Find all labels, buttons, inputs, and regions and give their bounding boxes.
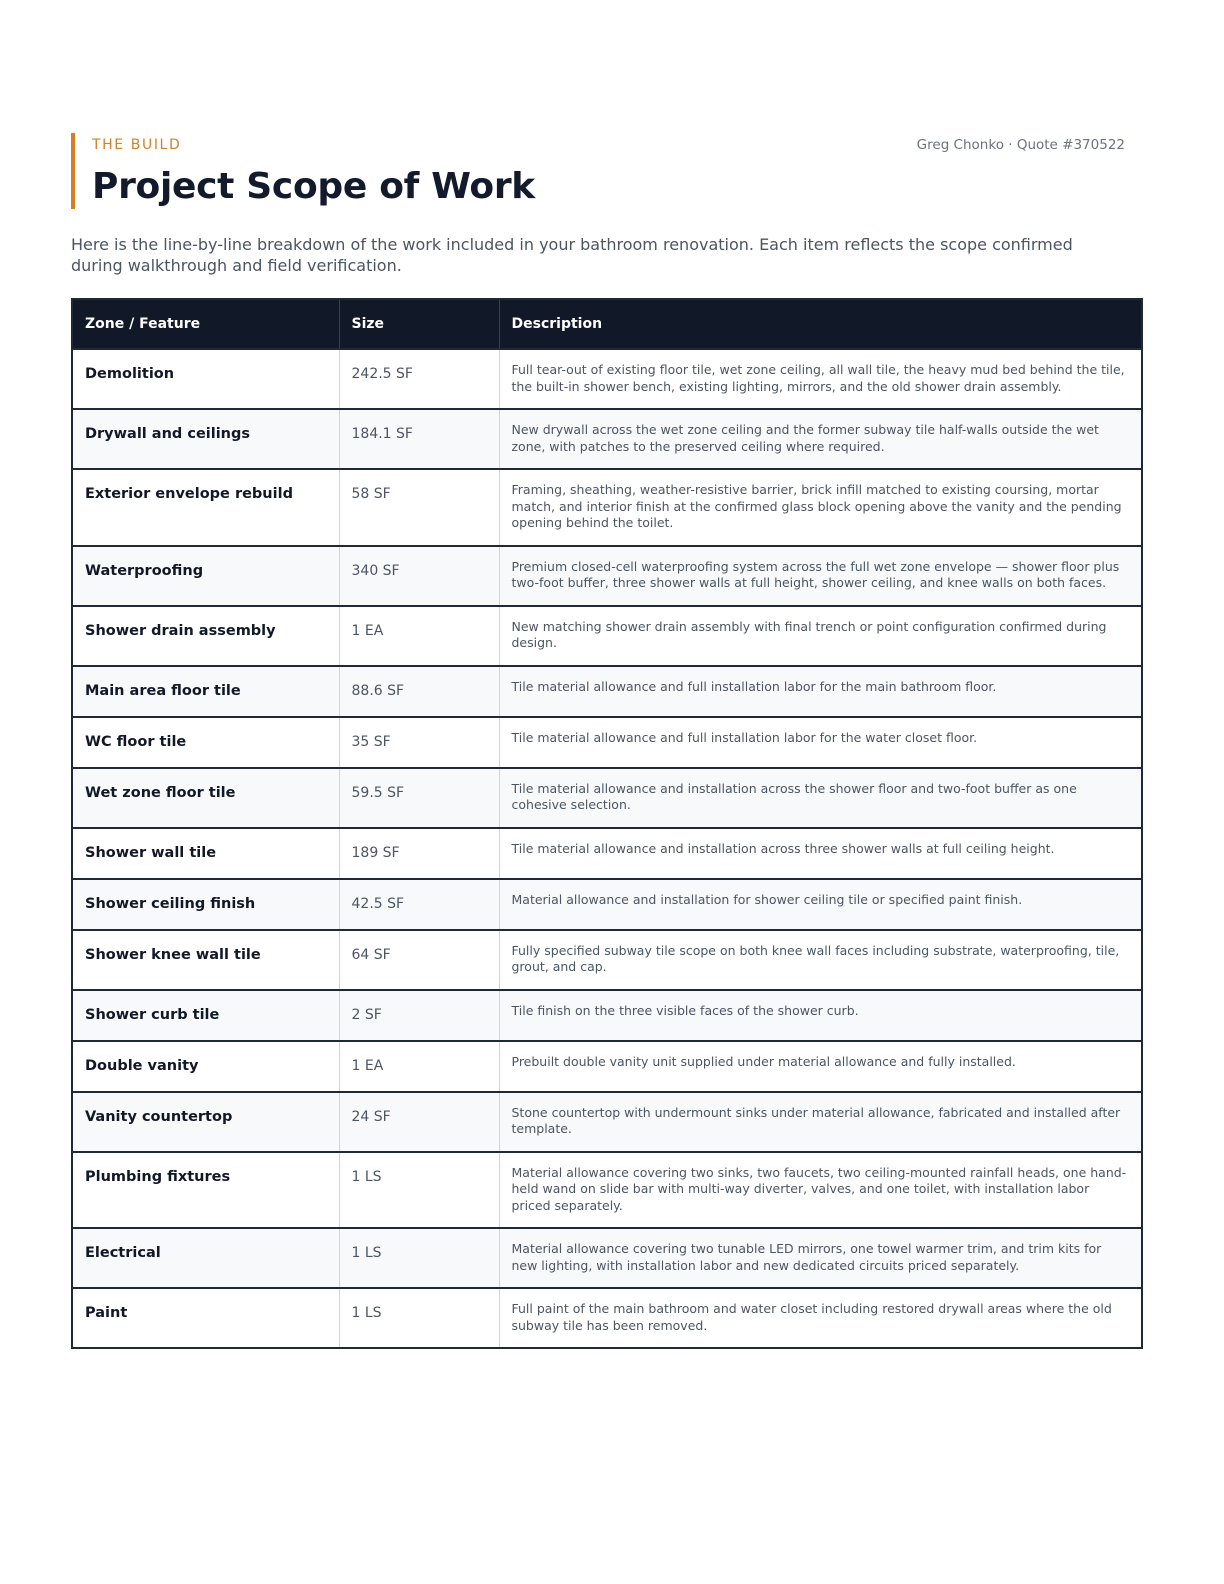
section-eyebrow: THE BUILD: [92, 137, 182, 153]
row-description: New drywall across the wet zone ceiling and the former subway tile half-walls outside the wet zone, with patches to the preserved ceiling where required.: [499, 409, 1142, 469]
page-header: [71, 133, 1141, 209]
table-row: [72, 546, 1142, 606]
row-description: Tile material allowance and installation across the shower floor and two-foot buffer as one cohesive selection.: [499, 768, 1142, 828]
table-row: [72, 768, 1142, 828]
row-size: 2 SF: [339, 990, 499, 1041]
row-size: 64 SF: [339, 930, 499, 990]
table-row: [72, 879, 1142, 930]
row-zone: Vanity countertop: [72, 1092, 339, 1152]
row-description: Framing, sheathing, weather-resistive barrier, brick infill matched to existing coursing, mortar match, and interior finish at the confirmed glass block opening above the vanity and the pending opening behind the toilet.: [499, 469, 1142, 546]
table-header-row: [72, 299, 1142, 349]
row-zone: Demolition: [72, 349, 339, 409]
row-zone: Waterproofing: [72, 546, 339, 606]
column-header-description: Description: [499, 299, 1142, 349]
table-row: [72, 1288, 1142, 1348]
row-size: 88.6 SF: [339, 666, 499, 717]
intro-paragraph: Here is the line-by-line breakdown of the work included in your bathroom renovation. Each item reflects the scope confirmed during walkthrough and field verification.: [71, 235, 1073, 275]
row-size: 340 SF: [339, 546, 499, 606]
row-size: 1 LS: [339, 1288, 499, 1348]
row-zone: Drywall and ceilings: [72, 409, 339, 469]
row-zone: WC floor tile: [72, 717, 339, 768]
column-header-size: Size: [339, 299, 499, 349]
table-row: [72, 349, 1142, 409]
table-row: [72, 409, 1142, 469]
header-accent-bar: [71, 133, 75, 209]
row-zone: Wet zone floor tile: [72, 768, 339, 828]
row-description: Tile material allowance and full installation labor for the water closet floor.: [499, 717, 1142, 768]
row-size: 189 SF: [339, 828, 499, 879]
row-description: Tile finish on the three visible faces of the shower curb.: [499, 990, 1142, 1041]
row-zone: Double vanity: [72, 1041, 339, 1092]
scope-table: [71, 298, 1143, 1349]
row-description: Material allowance covering two tunable LED mirrors, one towel warmer trim, and trim kits for new lighting, with installation labor and new dedicated circuits priced separately.: [499, 1228, 1142, 1288]
table-body: [72, 349, 1142, 1348]
row-size: 42.5 SF: [339, 879, 499, 930]
row-size: 24 SF: [339, 1092, 499, 1152]
row-description: Tile material allowance and full installation labor for the main bathroom floor.: [499, 666, 1142, 717]
row-size: 1 EA: [339, 606, 499, 666]
table-row: [72, 469, 1142, 546]
table-row: [72, 930, 1142, 990]
row-zone: Shower ceiling finish: [72, 879, 339, 930]
row-description: Premium closed-cell waterproofing system across the full wet zone envelope — shower floor plus two-foot buffer, three shower walls at full height, shower ceiling, and knee walls on both faces.: [499, 546, 1142, 606]
row-size: 1 LS: [339, 1152, 499, 1229]
row-size: 1 LS: [339, 1228, 499, 1288]
row-description: Stone countertop with undermount sinks under material allowance, fabricated and installed after template.: [499, 1092, 1142, 1152]
row-zone: Shower knee wall tile: [72, 930, 339, 990]
table-row: [72, 990, 1142, 1041]
row-description: Full paint of the main bathroom and water closet including restored drywall areas where the old subway tile has been removed.: [499, 1288, 1142, 1348]
table-row: [72, 606, 1142, 666]
row-zone: Electrical: [72, 1228, 339, 1288]
row-size: 35 SF: [339, 717, 499, 768]
row-size: 58 SF: [339, 469, 499, 546]
table-row: [72, 717, 1142, 768]
row-description: Full tear-out of existing floor tile, wet zone ceiling, all wall tile, the heavy mud bed behind the tile, the built-in shower bench, existing lighting, mirrors, and the old shower drain assembly.: [499, 349, 1142, 409]
row-description: Tile material allowance and installation across three shower walls at full ceiling height.: [499, 828, 1142, 879]
row-zone: Plumbing fixtures: [72, 1152, 339, 1229]
row-size: 1 EA: [339, 1041, 499, 1092]
row-zone: Main area floor tile: [72, 666, 339, 717]
row-zone: Shower curb tile: [72, 990, 339, 1041]
row-description: New matching shower drain assembly with final trench or point configuration confirmed during design.: [499, 606, 1142, 666]
table-row: [72, 1092, 1142, 1152]
table-row: [72, 1152, 1142, 1229]
table-row: [72, 666, 1142, 717]
page-title: Project Scope of Work: [92, 166, 535, 207]
row-size: 184.1 SF: [339, 409, 499, 469]
table-row: [72, 1228, 1142, 1288]
row-description: Material allowance covering two sinks, two faucets, two ceiling-mounted rainfall heads, one hand-held wand on slide bar with multi-way diverter, valves, and one toilet, with installation labor priced separately.: [499, 1152, 1142, 1229]
table-row: [72, 828, 1142, 879]
row-zone: Paint: [72, 1288, 339, 1348]
column-header-zone: Zone / Feature: [72, 299, 339, 349]
table-row: [72, 1041, 1142, 1092]
row-zone: Shower drain assembly: [72, 606, 339, 666]
row-size: 59.5 SF: [339, 768, 499, 828]
row-description: Prebuilt double vanity unit supplied under material allowance and fully installed.: [499, 1041, 1142, 1092]
row-zone: Shower wall tile: [72, 828, 339, 879]
quote-meta: Greg Chonko · Quote #370522: [916, 137, 1125, 153]
scope-page: [71, 133, 1141, 1349]
row-description: Fully specified subway tile scope on both knee wall faces including substrate, waterproofing, tile, grout, and cap.: [499, 930, 1142, 990]
row-zone: Exterior envelope rebuild: [72, 469, 339, 546]
row-description: Material allowance and installation for shower ceiling tile or specified paint finish.: [499, 879, 1142, 930]
row-size: 242.5 SF: [339, 349, 499, 409]
